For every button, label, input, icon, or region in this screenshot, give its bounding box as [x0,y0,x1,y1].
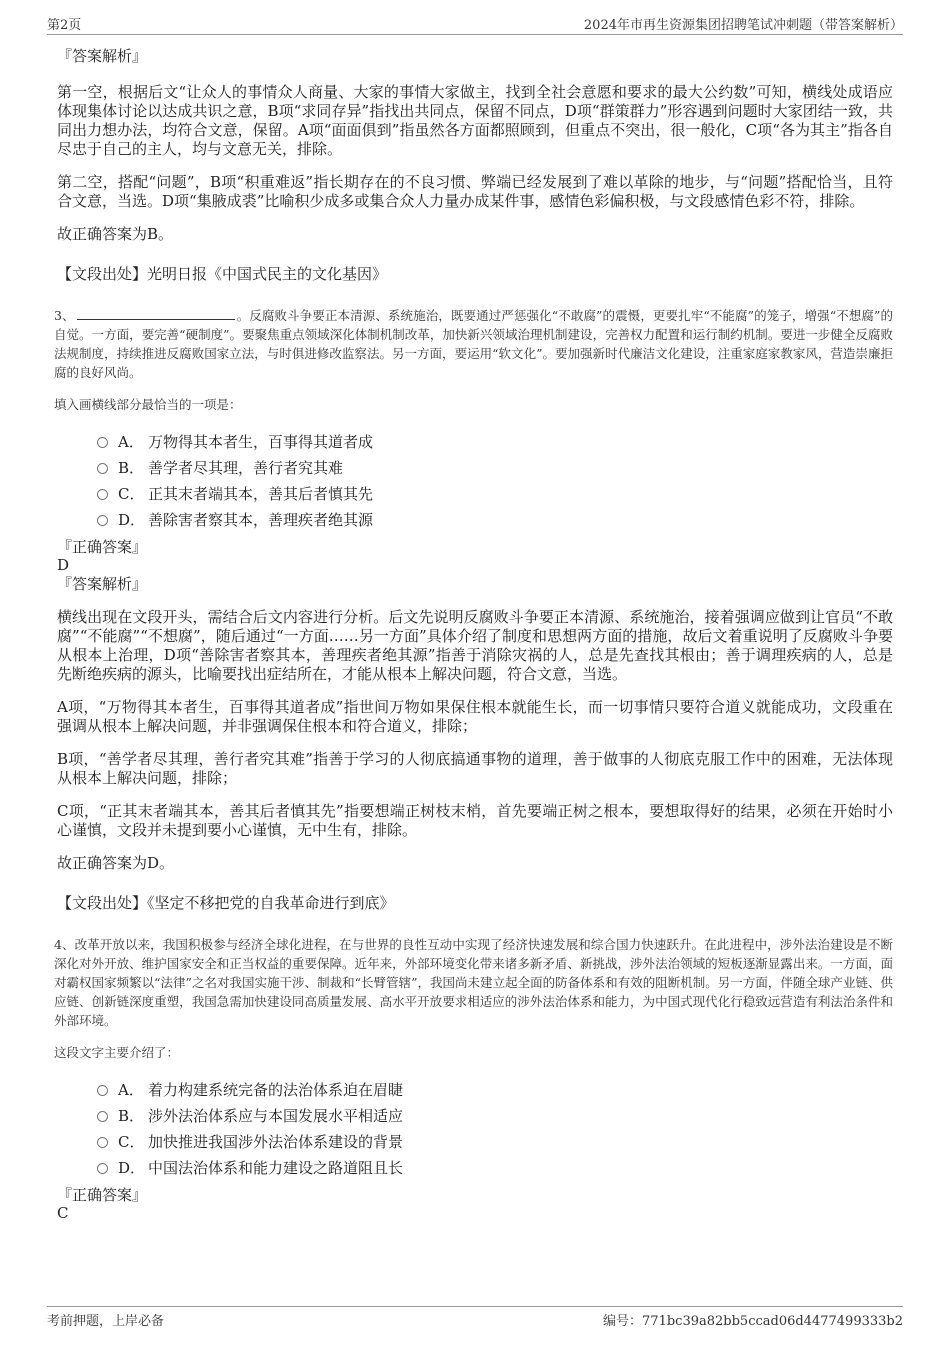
q4-stem: 4、改革开放以来，我国积极参与经济全球化进程，在与世界的良性互动中实现了经济快速发展和综合国力快速跃升。在此进程中，涉外法治建设是不断深化对外开放、维护国家安全和正当权益的重要保障。近年来，外部环境变化带来诸多新矛盾、新挑战，涉外法治领域的短板逐渐显露出来。一方面，面对霸权国家频繁以“法律”之名对我国实施干涉、制裁和“长臂管辖”，我国尚未建立起全面的防备体系和有效的阻断机制。另一方面，伴随全球产业链、供应链、创新链深度重塑，我国急需加快建设同高质量发展、高水平开放要求相适应的涉外法治体系和能力，为中国式现代化行稳致远营造有利法治条件和外部环境。 [54,937,893,1028]
q3-option-c[interactable]: C． 正其末者端其本，善其后者慎其先 [93,480,893,506]
radio-icon[interactable] [97,1085,108,1096]
document-id: 编号：771bc39a82bb5ccad06d4477499333b2 [603,1314,903,1329]
q3-analysis-label: 『答案解析』 [57,575,148,593]
q3-options [93,428,893,532]
q3-option-b[interactable]: B． 善学者尽其理，善行者究其难 [93,454,893,480]
q3-prompt: 填入画横线部分最恰当的一项是： [54,397,242,412]
q4-prompt: 这段文字主要介绍了： [54,1045,180,1060]
radio-icon[interactable] [97,1137,108,1148]
radio-icon[interactable] [97,1163,108,1174]
radio-icon[interactable] [97,463,108,474]
q2-analysis-paragraph-1: 第一空，根据后文“让众人的事情众人商量、大家的事情大家做主，找到全社会意愿和要求的最大公约数”可知，横线处成语应体现集体讨论以达成共识之意，B项“求同存异”指找出共同点，保留不同点，D项“群策群力”形容遇到问题时大家团结一致，共同出力想办法，均符合文意，保留。A项“面面俱到”指虽然各方面都照顾到，但重点不突出，很一般化，C项“各为其主”指各自尽忠于自己的主人，均与文意无关，排除。 [57,83,893,158]
q3-number: 3、 [54,308,75,323]
q3-analysis-paragraph-4: C项，“正其末者端其本，善其后者慎其先”指要想端正树枝末梢，首先要端正树之根本，要想取得好的结果，必须在开始时小心谨慎，文段并未提到要小心谨慎，无中生有，排除。 [57,802,893,839]
radio-icon[interactable] [97,515,108,526]
q3-source: 【文段出处】《坚定不移把党的自我革命进行到底》 [57,894,395,912]
q3-analysis-paragraph-3: B项，“善学者尽其理，善行者究其难”指善于学习的人彻底搞通事物的道理，善于做事的人彻底克服工作中的困难，无法体现从根本上解决问题，排除； [57,750,893,787]
radio-icon[interactable] [97,437,108,448]
q4-option-d[interactable]: D． 中国法治体系和能力建设之路道阻且长 [93,1154,893,1180]
q4-option-c[interactable]: C． 加快推进我国涉外法治体系建设的背景 [93,1128,893,1154]
radio-icon[interactable] [97,489,108,500]
q3-stem-text: 。反腐败斗争要正本清源、系统施治，既要通过严惩强化“不敢腐”的震慑，更要扎牢“不能腐”的笼子，增强“不想腐”的自觉。一方面，要完善“硬制度”。要聚焦重点领域深化体制机制改革，加快新兴领域治理机制建设，完善权力配置和运行制约机制。要进一步健全反腐败法规制度，持续推进反腐败国家立法，与时俱进修改监察法。另一方面，要运用“软文化”。要加强新时代廉洁文化建设，注重家庭家教家风，营造崇廉拒腐的良好风尚。 [54,308,893,380]
radio-icon[interactable] [97,1111,108,1122]
q3-analysis-paragraph-2: A项，“万物得其本者生，百事得其道者成”指世间万物如果保住根本就能生长，而一切事情只要符合道义就能成功，文段重在强调从根本上解决问题，并非强调保住根本和符合道义，排除； [57,698,893,735]
q3-answer: D [57,556,70,574]
page-header [47,14,903,35]
q3-analysis-paragraph-1: 横线出现在文段开头，需结合后文内容进行分析。后文先说明反腐败斗争要正本清源、系统施治，接着强调应做到让官员“不敢腐”“不能腐”“不想腐”，随后通过“一方面……另一方面”具体介绍了制度和思想两方面的措施，故后文着重说明了反腐败斗争要从根本上治理，D项“善除害者察其本，善理疾者绝其源”指善于消除灾祸的人，总是先查找其根由；善于调理疾病的人，总是先断绝疾病的源头，比喻要找出症结所在，才能从根本上解决问题，符合文意，当选。 [57,608,893,683]
footer-slogan: 考前押题，上岸必备 [47,1314,165,1329]
q4-option-b[interactable]: B． 涉外法治体系应与本国发展水平相适应 [93,1102,893,1128]
q3-answer-label: 『正确答案』 [57,538,148,556]
q4-answer-label: 『正确答案』 [57,1186,148,1204]
page-number: 第2页 [47,18,82,33]
page-content [54,46,893,1222]
q2-analysis-paragraph-2: 第二空，搭配“问题”，B项“积重难返”指长期存在的不良习惯、弊端已经发展到了难以革除的地步，与“问题”搭配恰当，且符合文意，当选。D项“集腋成裘”比喻积少成多或集合众人力量办成某件事，感情色彩偏积极，与文段感情色彩不符，排除。 [57,173,893,210]
q3-fill-blank [77,307,235,320]
q4-options [93,1076,893,1180]
q3-option-d[interactable]: D． 善除害者察其本，善理疾者绝其源 [93,506,893,532]
q4-answer: C [57,1204,69,1222]
q2-analysis-label: 『答案解析』 [57,47,148,65]
page-footer [47,1306,903,1329]
q2-conclusion: 故正确答案为B。 [57,225,174,243]
document-title: 2024年市再生资源集团招聘笔试冲刺题（带答案解析） [583,18,903,33]
q3-option-a[interactable]: A． 万物得其本者生，百事得其道者成 [93,428,893,454]
q3-conclusion: 故正确答案为D。 [57,854,175,872]
q2-source: 【文段出处】光明日报《中国式民主的文化基因》 [57,265,388,283]
q4-option-a[interactable]: A． 着力构建系统完备的法治体系迫在眉睫 [93,1076,893,1102]
q3-stem [54,306,893,382]
